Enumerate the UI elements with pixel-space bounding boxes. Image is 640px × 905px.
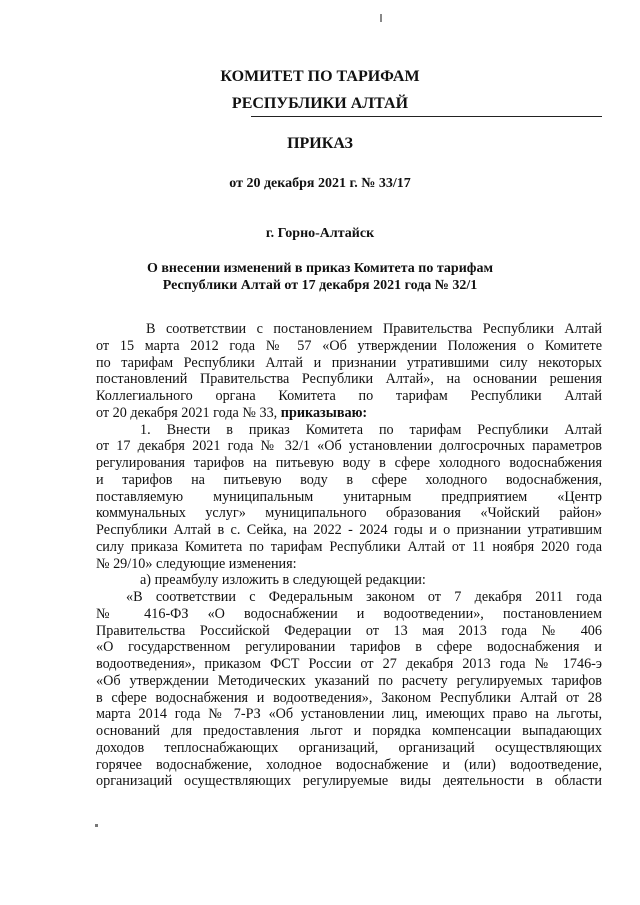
body-line-text: силу приказа Комитета по тарифам Республики Алтай от 11 ноября 2020 года <box>96 538 602 555</box>
body-line <box>96 606 602 623</box>
body-line <box>96 405 602 422</box>
body-line <box>96 723 602 740</box>
body-line <box>96 773 602 790</box>
body-line <box>96 656 602 673</box>
body-line <box>96 589 602 606</box>
body-line <box>96 556 602 573</box>
document-body <box>96 321 602 790</box>
body-line-text: по тарифам Республики Алтай и признании утратившими силу некоторых <box>96 354 602 371</box>
body-line-text: а) преамбулу изложить в следующей редакции: <box>140 572 426 589</box>
body-line <box>96 472 602 489</box>
body-line-text: Коллегиального органа Комитета по тарифам Республики Алтай <box>96 388 602 404</box>
body-line-text: оснований для предоставления льгот и порядка компенсации выпадающих <box>96 723 602 739</box>
body-line-text: от 17 декабря 2021 года № 32/1 «Об установлении долгосрочных параметров <box>96 438 602 455</box>
body-line-text: в сфере водоснабжения и водоотведения», Законом Республики Алтай от 28 <box>96 689 602 706</box>
document-date-number: от 20 декабря 2021 г. № 33/17 <box>229 176 411 191</box>
body-line-text: В соответствии с постановлением Правительства Республики Алтай <box>146 321 602 337</box>
body-line <box>96 539 602 556</box>
body-line <box>96 388 602 405</box>
body-line <box>96 706 602 723</box>
subject-line2: Республики Алтай от 17 декабря 2021 года № 32/1 <box>162 278 478 293</box>
body-line <box>96 338 602 355</box>
body-line-text: № 416-ФЗ «О водоснабжении и водоотведении», постановлением <box>96 605 602 622</box>
body-line-text: Правительства Российской Федерации от 13 мая 2013 года № 406 <box>96 622 602 639</box>
body-line <box>96 371 602 388</box>
body-line-bold: приказываю: <box>280 404 368 421</box>
body-line <box>96 673 602 690</box>
body-line-text: организаций осуществляющих регулируемые виды деятельности в области <box>96 773 602 790</box>
body-line <box>96 522 602 539</box>
committee-name-line2: РЕСПУБЛИКИ АЛТАЙ <box>231 95 409 112</box>
body-line <box>96 639 602 656</box>
body-line-text: от 20 декабря 2021 года № 33, <box>96 404 281 421</box>
document-city: г. Горно-Алтайск <box>265 226 375 241</box>
subject-line1: О внесении изменений в приказ Комитета по тарифам <box>146 261 493 276</box>
scan-mark <box>380 14 382 22</box>
body-line-text: поставляемую муниципальным унитарным предприятием «Центр <box>96 488 602 505</box>
body-line <box>96 455 602 472</box>
body-line-text: регулирования тарифов на питьевую воду в сфере холодного водоснабжения <box>96 455 602 471</box>
body-line <box>96 757 602 774</box>
body-line <box>96 690 602 707</box>
body-line-text: коммунальных услуг» муниципального образования «Чойский район» <box>96 505 602 522</box>
body-line-text: Республики Алтай в с. Сейка, на 2022 - 2024 годы и о признании утратившим <box>96 522 602 538</box>
committee-name-line1: КОМИТЕТ ПО ТАРИФАМ <box>220 68 420 85</box>
body-line-text: и тарифов на питьевую воду в сфере холодного водоснабжения, <box>96 471 602 488</box>
document-type: ПРИКАЗ <box>287 135 353 152</box>
body-line <box>96 489 602 506</box>
body-line-text: «В соответствии с Федеральным законом от 7 декабря 2011 года <box>126 589 602 605</box>
body-line <box>96 422 602 439</box>
scan-mark-left <box>95 824 98 827</box>
body-line <box>96 623 602 640</box>
body-line-text: «Об утверждении Методических указаний по расчету регулируемых тарифов <box>96 672 602 689</box>
body-line-text: № 29/10» следующие изменения: <box>96 555 297 572</box>
body-line-text: постановлений Правительства Республики Алтай», на основании решения <box>96 371 602 388</box>
body-line-text: «О государственном регулировании тарифов в сфере водоснабжения и <box>96 639 602 656</box>
body-line <box>96 438 602 455</box>
body-line-text: доходов теплоснабжающих организаций, организаций осуществляющих <box>96 739 602 756</box>
body-line <box>96 740 602 757</box>
body-line-text: 1. Внести в приказ Комитета по тарифам Республики Алтай <box>140 421 602 438</box>
body-line-text: марта 2014 года № 7-РЗ «Об установлении лиц, имеющих право на льготы, <box>96 706 602 723</box>
body-line <box>96 355 602 372</box>
body-line <box>96 505 602 522</box>
body-line <box>96 572 602 589</box>
body-line-text: водоотведения», приказом ФСТ России от 27 декабря 2013 года № 1746-э <box>96 656 602 672</box>
body-line-text: от 15 марта 2012 года № 57 «Об утверждении Положения о Комитете <box>96 337 602 354</box>
body-line-text: горячее водоснабжение, холодное водоснабжение и (или) водоотведение, <box>96 756 602 773</box>
body-line <box>96 321 602 338</box>
header-rule <box>251 116 602 117</box>
